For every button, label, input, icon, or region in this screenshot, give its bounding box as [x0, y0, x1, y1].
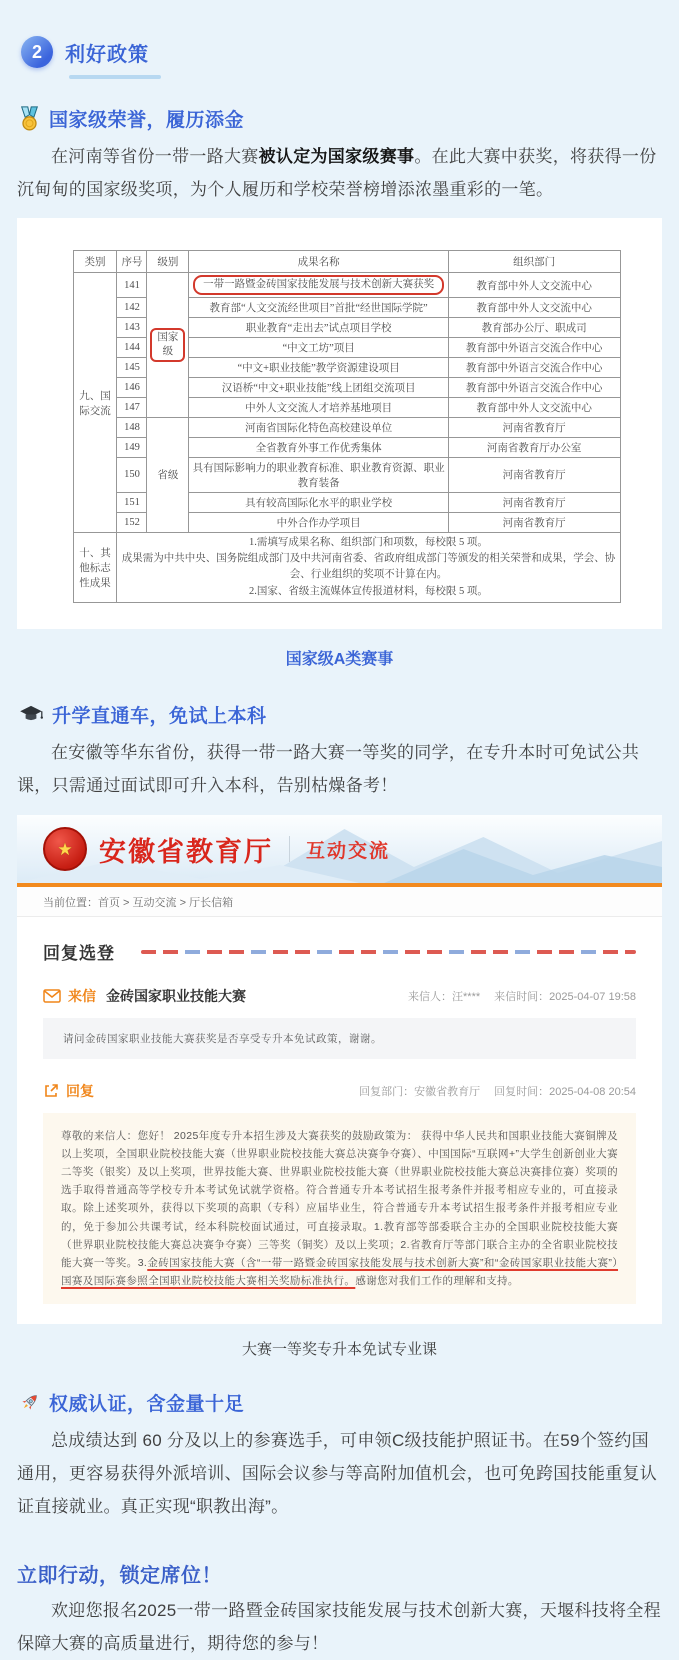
letter-sender: 来信人：汪**** — [408, 991, 481, 1004]
level-provincial-cell: 省级 — [147, 417, 189, 532]
paragraph-upgrade: 在安徽等华东省份，获得一带一路大赛一等奖的同学，在专升本时可免试公共课，只需通过面试即可升入本科，告别枯燥备考！ — [17, 742, 640, 796]
reply-label: 回复 — [66, 1083, 94, 1100]
table-row: 146 汉语桥“中文+职业技能”线上团组交流项目 教育部中外语言交流合作中心 — [73, 377, 620, 397]
table-caption: 国家级A类赛事 — [285, 650, 394, 668]
paragraph-honor — [17, 140, 662, 206]
table-row: 142 教育部“人文交流经世项目”首批“经世国际学院” 教育部中外人文交流中心 — [73, 297, 620, 317]
letter-label: 来信 — [68, 988, 96, 1005]
table-row: 152 中外合作办学项目 河南省教育厅 — [73, 512, 620, 532]
dashed-divider — [141, 950, 636, 954]
gov-site-section: 互动交流 — [306, 840, 391, 862]
achievements-table — [73, 250, 621, 603]
reply-body-underlined: 金砖国家技能大赛（含“一带一路暨金砖国家技能发展与技术创新大赛”和“金砖国家职业技能大赛”）国赛及国际赛参照全国职业院校技能大赛相关奖励标准执行。 — [61, 1256, 619, 1287]
letter-body: 请问金砖国家职业技能大赛获奖是否享受专升本免试政策，谢谢。 — [43, 1018, 636, 1059]
table-row: 148 省级 河南省国际化特色高校建设单位 河南省教育厅 — [73, 417, 620, 437]
subsection-cert-title: 权威认证，含金量十足 — [49, 1393, 245, 1415]
reply-time: 回复时间：2025-04-08 20:54 — [494, 1086, 636, 1099]
paragraph-cert: 总成绩达到 60 分及以上的参赛选手，可申领C级技能护照证书。在59个签约国通用，更容易获得外派培训、国际会议参与等高附加值机会，也可免跨国技能重复认证直接就业。真正实现“职教出海”。 — [17, 1430, 658, 1516]
table-screenshot-card — [17, 218, 662, 629]
paragraph-honor-pre: 在河南等省份一带一路大赛 — [51, 147, 259, 166]
letter-time: 来信时间：2025-04-07 19:58 — [494, 991, 636, 1004]
gov-content — [17, 917, 662, 1323]
letter-header-row — [43, 986, 636, 1006]
note-line: 2.国家、省级主流媒体宣传报道材料，每校限 5 项。 — [249, 585, 488, 597]
reply-dept: 回复部门：安徽省教育厅 — [359, 1086, 481, 1099]
gov-header — [17, 815, 662, 883]
table-row: 144 “中文工坊”项目 教育部中外语言交流合作中心 — [73, 337, 620, 357]
table-row: 143 职业教育“走出去”试点项目学校 教育部办公厅、职成司 — [73, 317, 620, 337]
note-line: 1.需填写成果名称、组织部门和项数，每校限 5 项。 — [249, 536, 488, 548]
subsection-honor-title: 国家级荣誉，履历添金 — [49, 110, 245, 131]
reply-selection-header — [43, 939, 636, 964]
table-note-row: 十、其他标志性成果 1.需填写成果名称、组织部门和项数，每校限 5 项。 成果需为中共中央、国务院组成部门及中共河南省委、省政府组成部门等颁发的相关荣誉和成果，学会、协会、行业组织的奖项不计算在内。 2.国家、省级主流媒体宣传报道材料，每校限 5 项。 — [73, 532, 620, 602]
subsection-upgrade — [17, 701, 662, 728]
reply-body-post: 感谢您对我们工作的理解和支持。 — [355, 1274, 519, 1287]
col-header-name: 成果名称 — [189, 251, 448, 273]
gov-caption: 大赛一等奖专升本免试专业课 — [241, 1340, 437, 1358]
section-title: 利好政策 — [65, 43, 149, 66]
note-line: 成果需为中共中央、国务院组成部门及中共河南省委、省政府组成部门等颁发的相关荣誉和成果，学会、协会、行业组织的奖项不计算在内。 — [121, 553, 616, 581]
gov-site-title: 安徽省教育厅 — [99, 836, 273, 867]
letter-meta — [408, 988, 636, 1004]
col-header-category: 类别 — [73, 251, 117, 273]
letter-title: 金砖国家职业技能大赛 — [106, 988, 246, 1005]
reply-icon — [43, 1083, 59, 1099]
table-row: 145 “中文+职业技能”教学资源建设项目 教育部中外语言交流合作中心 — [73, 357, 620, 377]
section-header — [17, 36, 662, 79]
medal-icon — [19, 106, 40, 132]
graduation-cap-icon — [19, 705, 43, 723]
paragraph-honor-post: 。在此大赛中获奖，将获得一份沉甸甸的国家级奖项，为个人履历和学校荣誉榜增添浓墨重彩的一笔。 — [17, 147, 657, 200]
reply-meta — [359, 1083, 636, 1099]
col-header-org: 组织部门 — [448, 251, 620, 273]
divider — [289, 836, 290, 862]
table-row: 150 具有国际影响力的职业教育标准、职业教育资源、职业教育装备 河南省教育厅 — [73, 457, 620, 492]
table-row: 151 具有较高国际化水平的职业学校 河南省教育厅 — [73, 492, 620, 512]
subsection-upgrade-title: 升学直通车，免试上本科 — [52, 705, 267, 727]
subsection-honor — [17, 105, 662, 132]
cta-heading: 立即行动，锁定席位！ — [17, 1565, 222, 1588]
reply-body-pre: 尊敬的来信人：您好！ 2025年度专升本招生涉及大赛获奖的鼓励政策为： 获得中华人民共和国职业技能大赛铜牌及以上奖项，全国职业院校技能大赛（世界职业院校技能大赛总决赛争夺赛）、中国国际“互联网+”大学生创新创业大赛二等奖（银奖）及以上奖项，世界技能大赛、世界职业院校技能大赛（世界职业院校技能大赛总决赛排位赛）奖项的选手取得普通高等学校专升本考试免试就学资格。符合普通专升本考试招生报考条件并报考相应专业的，可直接录取。除上述奖项外，获得以下奖项的高职（专科）应届毕业生，符合普通专升本考试招生报考条件并报考相应专业的，免于参加公共课考试，经本科院校面试通过，可直接录取。1.教育部等部委联合主办的全国职业院校技能大赛（世界职业院校技能大赛总决赛争夺赛）三等奖（铜奖）及以上奖项；2.省教育厅等部门联合主办的全省职业院校技能大赛一等奖。3. — [61, 1130, 618, 1269]
title-underline — [69, 75, 161, 79]
paragraph-cta: 欢迎您报名2025一带一路暨金砖国家技能发展与技术创新大赛，天堰科技将全程保障大赛的高质量进行，期待您的参与！ — [17, 1601, 661, 1654]
table-row: 149 全省教育外事工作优秀集体 河南省教育厅办公室 — [73, 437, 620, 457]
national-level-highlight: 国家级 — [150, 328, 185, 361]
paragraph-honor-bold: 被认定为国家级赛事 — [258, 147, 415, 166]
category-cell: 九、国际交流 — [73, 273, 117, 533]
section-number-badge: 2 — [21, 36, 53, 68]
table-header-row — [73, 251, 620, 273]
reply-header-row — [43, 1081, 636, 1101]
table-row: 九、国际交流 141 国家级 一带一路暨金砖国家技能发展与技术创新大赛获奖 教育部中外人文交流中心 — [73, 273, 620, 298]
col-header-level: 级别 — [147, 251, 189, 273]
reply-selection-title: 回复选登 — [43, 944, 115, 964]
table-row: 147 中外人文交流人才培养基地项目 教育部中外人文交流中心 — [73, 397, 620, 417]
national-emblem-icon: ★ — [43, 827, 87, 871]
breadcrumb: 当前位置：首页 > 互动交流 > 厅长信箱 — [17, 887, 662, 917]
competition-row-highlight: 一带一路暨金砖国家技能发展与技术创新大赛获奖 — [193, 275, 444, 295]
gov-screenshot-card — [17, 815, 662, 1323]
subsection-cert — [17, 1389, 662, 1416]
envelope-icon — [43, 989, 61, 1003]
level-national-cell — [147, 273, 189, 418]
col-header-no: 序号 — [117, 251, 147, 273]
rocket-icon — [19, 1392, 40, 1413]
reply-body — [43, 1113, 636, 1303]
